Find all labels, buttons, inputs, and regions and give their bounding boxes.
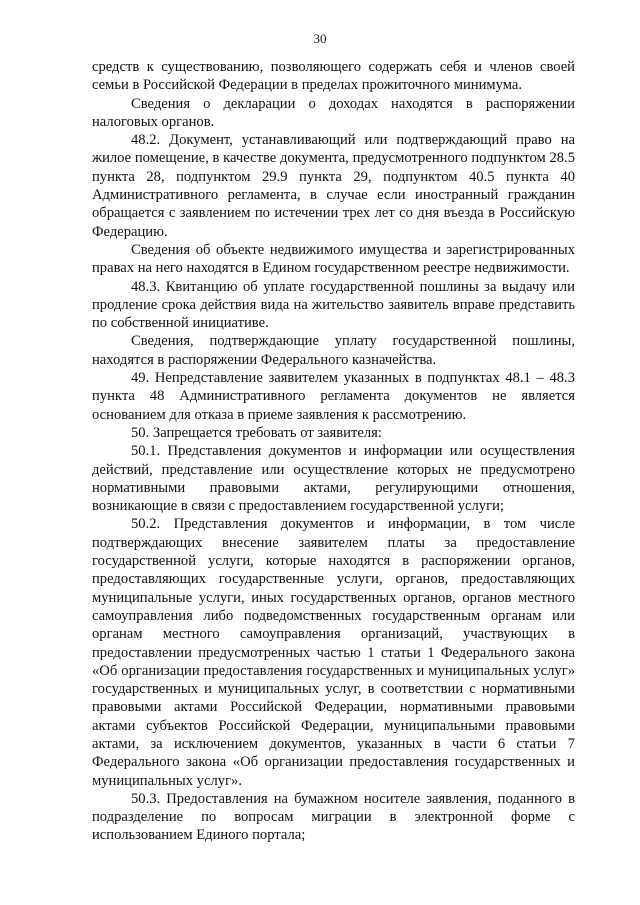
paragraph-income-declaration: Сведения о декларации о доходах находятся в распоряжении налоговых органов. bbox=[92, 95, 575, 130]
paragraph-48-3: 48.3. Квитанцию об уплате государственной пошлины за выдачу или продление срока действия вида на жительство заявитель вправе представить по собственной инициативе. bbox=[92, 278, 575, 332]
page-number: 30 bbox=[313, 31, 327, 46]
paragraph-50-1: 50.1. Представления документов и информации или осуществления действий, представление или осуществление которых не предусмотрено нормативными правовыми актами, регулирующими отношения, возникающие в связи с предоставлением государственной услуги; bbox=[92, 443, 575, 515]
document-body bbox=[92, 58, 575, 845]
paragraph-49: 49. Непредставление заявителем указанных в подпунктах 48.1 – 48.3 пункта 48 Административного регламента документов не является основанием для отказа в приеме заявления к рассмотрению. bbox=[92, 370, 575, 423]
paragraph-real-estate-info: Сведения об объекте недвижимого имущества и зарегистрированных правах на него находятся в Едином государственном реестре недвижимости. bbox=[92, 241, 575, 277]
paragraph-continuation: средств к существованию, позволяющего содержать себя и членов своей семьи в Российской Федерации в пределах прожиточного минимума. bbox=[92, 59, 575, 94]
paragraph-50: 50. Запрещается требовать от заявителя: bbox=[131, 424, 382, 441]
paragraph-state-fee-info: Сведения, подтверждающие уплату государственной пошлины, находятся в распоряжении Федерального казначейства. bbox=[92, 333, 575, 368]
paragraph-50-3: 50.3. Предоставления на бумажном носителе заявления, поданного в подразделение по вопросам миграции в электронной форме с использованием Единого портала; bbox=[92, 790, 575, 844]
paragraph-48-2: 48.2. Документ, устанавливающий или подтверждающий право на жилое помещение, в качестве документа, предусмотренного подпунктом 28.5 пункта 28, подпунктом 29.9 пункта 29, подпунктом 40.5 пункта 40 Административного регламента, в случае если иностранный гражданин обращается с заявлением по истечении трех лет со дня въезда в Российскую Федерацию. bbox=[92, 132, 575, 240]
paragraph-50-2: 50.2. Представления документов и информации, в том числе подтверждающих внесение заявителем платы за предоставление государственной услуги, которые находятся в распоряжении органов, предоставляющих государственные услуги, органов, предоставляющих муниципальные услуги, иных государственных органов, органов местного самоуправления либо подведомственных государственным органам или органам местного самоуправления организаций, участвующих в предоставлении предусмотренных частью 1 статьи 1 Федерального закона «Об организации предоставления государственных и муниципальных услуг» государственных и муниципальных услуг, в соответствии с нормативными правовыми актами Российской Федерации, нормативными правовыми актами субъектов Российской Федерации, муниципальными правовыми актами, за исключением документов, указанных в части 6 статьи 7 Федерального закона «Об организации предоставления государственных и муниципальных услуг». bbox=[92, 516, 575, 789]
